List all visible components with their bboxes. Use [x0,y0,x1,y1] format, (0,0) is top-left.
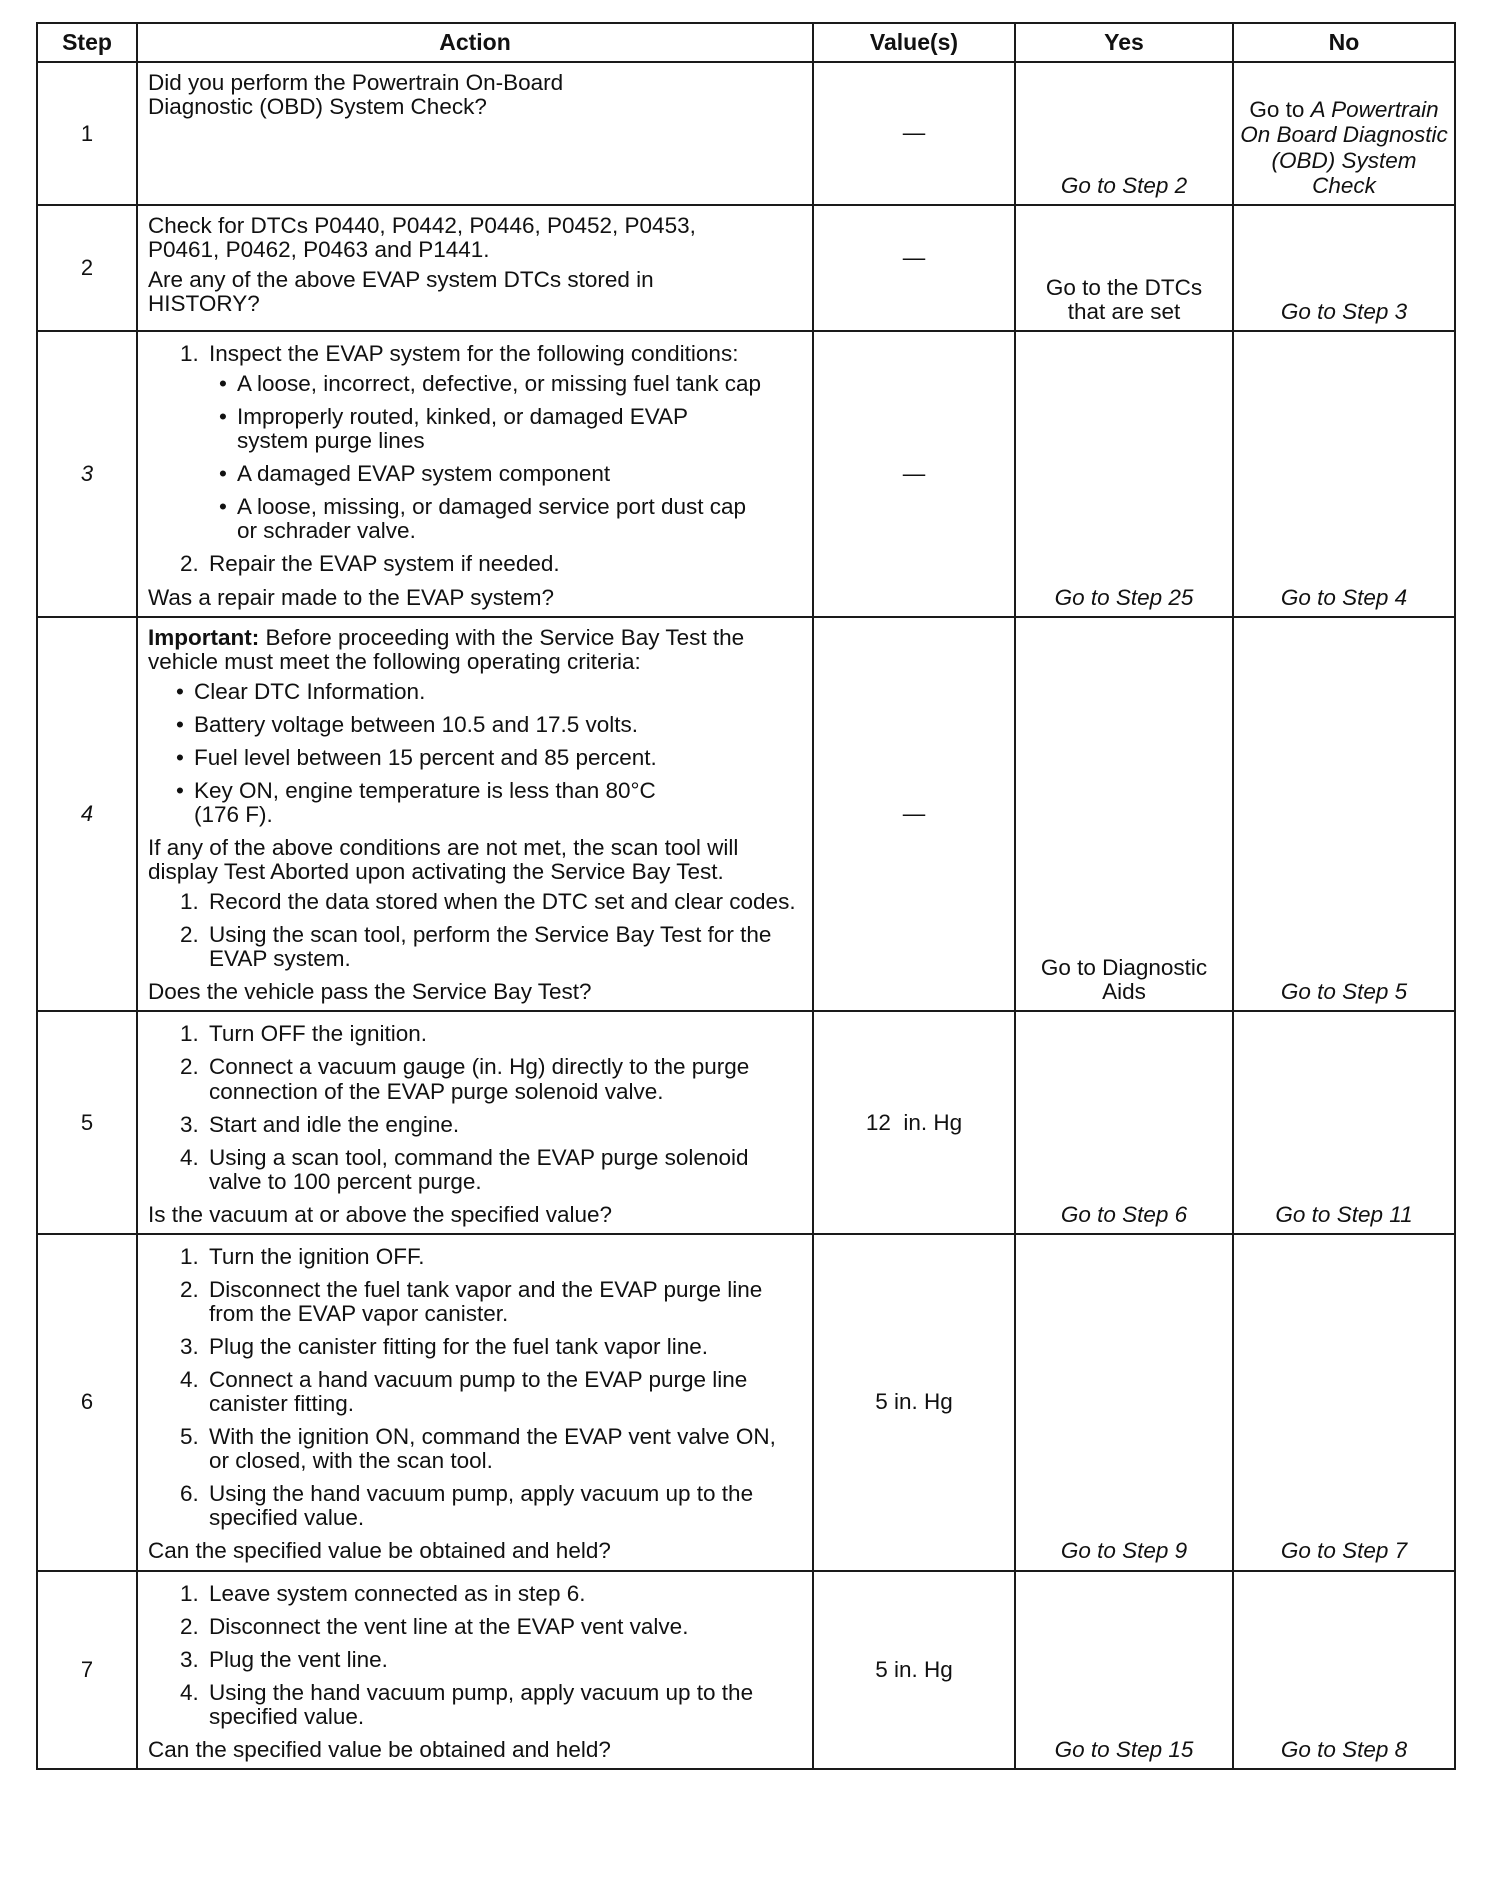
criteria-list [148,680,802,827]
no-cell: Go to Step 3 [1233,205,1455,331]
table-row-step-6 [37,1234,1455,1571]
yes-cell: Go to Diagnostic Aids [1015,617,1233,1012]
action-question: Can the specified value be obtained and held? [148,1736,611,1762]
value-cell: — [813,617,1015,1012]
value-cell: — [813,205,1015,331]
action-step: 1. Record the data stored when the DTC set and clear codes. [205,890,802,914]
action-steps [148,1022,802,1193]
action-step: 6. Using the hand vacuum pump, apply vacuum up to the specified value. [205,1482,802,1530]
diagnostic-table [36,22,1456,1770]
action-step: 3. Plug the canister fitting for the fuel tank vapor line. [205,1335,802,1359]
action-steps [148,1582,802,1729]
action-step: 1. Leave system connected as in step 6. [205,1582,802,1606]
action-step: 5. With the ignition ON, command the EVAP vent valve ON, or closed, with the scan tool. [205,1425,802,1473]
table-row-step-4 [37,617,1455,1012]
step-number: 2 [37,205,137,331]
action-step: 4. Using a scan tool, command the EVAP purge solenoid valve to 100 percent purge. [205,1146,802,1194]
no-cell: Go to Step 7 [1233,1234,1455,1571]
yes-cell: Go to Step 2 [1015,62,1233,205]
yes-cell: Go to the DTCs that are set [1015,205,1233,331]
no-link: A Powertrain On Board Diagnostic (OBD) System Check [1240,97,1448,198]
action-step: 3. Start and idle the engine. [205,1113,802,1137]
action-step-text: Inspect the EVAP system for the following conditions: [209,341,739,366]
action-step: 3. Plug the vent line. [205,1648,802,1672]
header-values: Value(s) [813,23,1015,62]
yes-cell: Go to Step 6 [1015,1011,1233,1233]
action-step: 2. Using the scan tool, perform the Service Bay Test for the EVAP system. [205,923,802,971]
abort-note: If any of the above conditions are not met, the scan tool will display Test Aborted upon activating the Service Bay Test. [148,835,739,885]
table-row-step-3 [37,331,1455,617]
criteria-item: • Battery voltage between 10.5 and 17.5 volts. [194,713,682,737]
value-cell: 5 in. Hg [813,1571,1015,1769]
header-step: Step [37,23,137,62]
action-cell [137,205,813,331]
important-text: Before proceeding with the Service Bay Test the vehicle must meet the following operating criteria: [148,624,745,674]
action-cell [137,1571,813,1769]
action-question: Can the specified value be obtained and held? [148,1538,611,1564]
header-action: Action [137,23,813,62]
step-number: 4 [37,617,137,1012]
criteria-item: • Key ON, engine temperature is less than 80°C (176 F). [194,779,682,827]
yes-cell: Go to Step 15 [1015,1571,1233,1769]
action-cell [137,617,813,1012]
action-cell [137,331,813,617]
value-cell: 12 in. Hg [813,1011,1015,1233]
action-question: Does the vehicle pass the Service Bay Test? [148,979,592,1005]
header-yes: Yes [1015,23,1233,62]
condition-item: • A damaged EVAP system component [237,462,762,486]
step-number: 7 [37,1571,137,1769]
action-question: Is the vacuum at or above the specified value? [148,1201,613,1227]
step-number: 1 [37,62,137,205]
step-number: 6 [37,1234,137,1571]
header-row [37,23,1455,62]
table-row-step-7 [37,1571,1455,1769]
criteria-item: • Clear DTC Information. [194,680,682,704]
yes-cell: Go to Step 25 [1015,331,1233,617]
action-steps [148,1245,802,1531]
action-step: 2. Disconnect the fuel tank vapor and the EVAP purge line from the EVAP vapor canister. [205,1278,802,1326]
no-cell: Go to Step 5 [1233,617,1455,1012]
condition-item: • A loose, incorrect, defective, or missing fuel tank cap [237,372,762,396]
action-step: 4. Connect a hand vacuum pump to the EVAP purge line canister fitting. [205,1368,802,1416]
action-steps [148,342,802,577]
no-cell: Go to Step 4 [1233,331,1455,617]
action-step: 4. Using the hand vacuum pump, apply vacuum up to the specified value. [205,1681,802,1729]
important-label: Important: [148,624,260,650]
action-step: 1. Turn the ignition OFF. [205,1245,802,1269]
criteria-item: • Fuel level between 15 percent and 85 percent. [194,746,682,770]
table-row-step-5 [37,1011,1455,1233]
action-step: 2. Connect a vacuum gauge (in. Hg) directly to the purge connection of the EVAP purge solenoid valve. [205,1055,802,1103]
value-cell: 5 in. Hg [813,1234,1015,1571]
condition-list [209,372,802,543]
action-intro: Check for DTCs P0440, P0442, P0446, P0452, P0453, P0461, P0462, P0463 and P1441. [148,213,696,263]
action-step [205,342,802,543]
action-step: 2. Repair the EVAP system if needed. [205,552,802,576]
value-cell: — [813,331,1015,617]
no-prefix: Go to [1249,97,1311,123]
no-cell: Go to Step 8 [1233,1571,1455,1769]
action-steps [148,890,802,971]
header-no: No [1233,23,1455,62]
condition-item: • Improperly routed, kinked, or damaged EVAP system purge lines [237,405,762,453]
action-step: 1. Turn OFF the ignition. [205,1022,802,1046]
action-cell [137,1011,813,1233]
step-number: 5 [37,1011,137,1233]
action-cell [137,62,813,205]
action-question: Was a repair made to the EVAP system? [148,584,555,610]
table-row-step-2 [37,205,1455,331]
value-cell: — [813,62,1015,205]
action-question: Are any of the above EVAP system DTCs stored in HISTORY? [148,267,654,317]
no-cell [1233,62,1455,205]
action-question: Did you perform the Powertrain On-Board Diagnostic (OBD) System Check? [148,70,564,120]
action-step: 2. Disconnect the vent line at the EVAP vent valve. [205,1615,802,1639]
important-note [148,626,802,674]
action-cell [137,1234,813,1571]
step-number: 3 [37,331,137,617]
condition-item: • A loose, missing, or damaged service port dust cap or schrader valve. [237,495,762,543]
no-cell: Go to Step 11 [1233,1011,1455,1233]
table-row-step-1 [37,62,1455,205]
yes-cell: Go to Step 9 [1015,1234,1233,1571]
